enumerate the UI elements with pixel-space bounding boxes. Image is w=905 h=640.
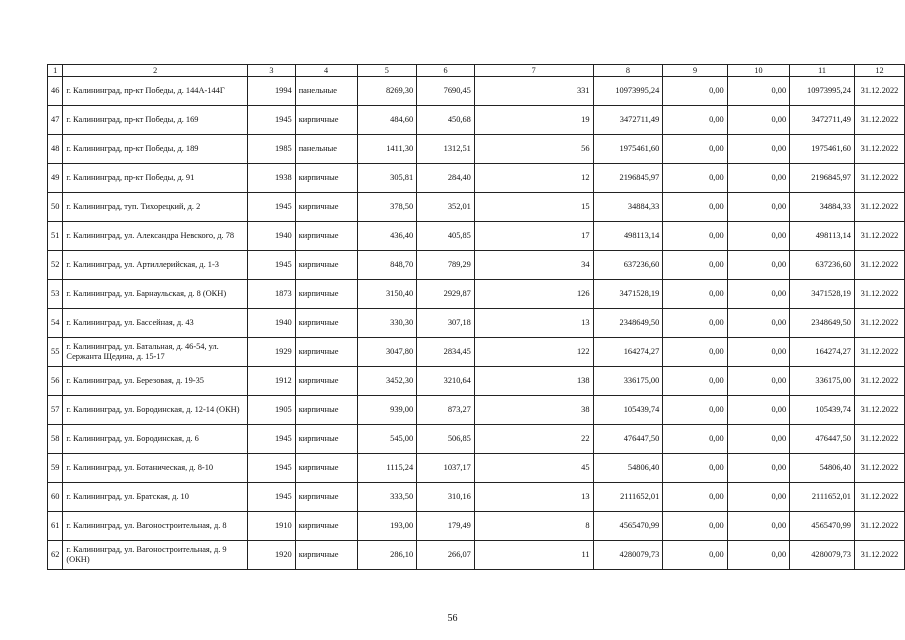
total-area-cell: 3150,40 xyxy=(357,280,417,309)
total-area-cell: 378,50 xyxy=(357,193,417,222)
column-11-cell: 336175,00 xyxy=(790,367,855,396)
table-row xyxy=(48,77,905,106)
column-11-cell: 164274,27 xyxy=(790,338,855,367)
living-area-cell: 2929,87 xyxy=(417,280,475,309)
address-cell: г. Калининград, ул. Бородинская, д. 6 xyxy=(63,425,248,454)
column-number-header-row xyxy=(48,65,905,77)
living-area-cell: 7690,45 xyxy=(417,77,475,106)
cost-cell: 637236,60 xyxy=(593,251,663,280)
wall-material-cell: кирпичные xyxy=(295,512,357,541)
address-cell: г. Калининград, пр-кт Победы, д. 91 xyxy=(63,164,248,193)
row-number-cell: 52 xyxy=(48,251,63,280)
row-number-cell: 50 xyxy=(48,193,63,222)
living-area-cell: 3210,64 xyxy=(417,367,475,396)
column-11-cell: 10973995,24 xyxy=(790,77,855,106)
date-cell: 31.12.2022 xyxy=(854,367,904,396)
total-area-cell: 333,50 xyxy=(357,483,417,512)
column-11-cell: 34884,33 xyxy=(790,193,855,222)
row-number-cell: 46 xyxy=(48,77,63,106)
living-area-cell: 789,29 xyxy=(417,251,475,280)
cost-cell: 336175,00 xyxy=(593,367,663,396)
residents-cell: 17 xyxy=(474,222,593,251)
column-10-cell: 0,00 xyxy=(727,77,789,106)
column-11-cell: 54806,40 xyxy=(790,454,855,483)
total-area-cell: 330,30 xyxy=(357,309,417,338)
table-row xyxy=(48,483,905,512)
year-cell: 1945 xyxy=(248,193,296,222)
date-cell: 31.12.2022 xyxy=(854,164,904,193)
cost-cell: 10973995,24 xyxy=(593,77,663,106)
row-number-cell: 59 xyxy=(48,454,63,483)
living-area-cell: 450,68 xyxy=(417,106,475,135)
date-cell: 31.12.2022 xyxy=(854,280,904,309)
year-cell: 1938 xyxy=(248,164,296,193)
address-cell: г. Калининград, ул. Батальная, д. 46-54, ул. Сержанта Щедина, д. 15-17 xyxy=(63,338,248,367)
year-cell: 1929 xyxy=(248,338,296,367)
table-row xyxy=(48,309,905,338)
column-11-cell: 4280079,73 xyxy=(790,541,855,570)
column-11-cell: 3472711,49 xyxy=(790,106,855,135)
address-cell: г. Калининград, ул. Барнаульская, д. 8 (ОКН) xyxy=(63,280,248,309)
column-11-cell: 476447,50 xyxy=(790,425,855,454)
total-area-cell: 286,10 xyxy=(357,541,417,570)
residents-cell: 13 xyxy=(474,309,593,338)
column-10-cell: 0,00 xyxy=(727,512,789,541)
living-area-cell: 1037,17 xyxy=(417,454,475,483)
year-cell: 1873 xyxy=(248,280,296,309)
cost-cell: 1975461,60 xyxy=(593,135,663,164)
table-row xyxy=(48,512,905,541)
year-cell: 1945 xyxy=(248,251,296,280)
cost-cell: 3472711,49 xyxy=(593,106,663,135)
table-row xyxy=(48,396,905,425)
wall-material-cell: панельные xyxy=(295,77,357,106)
year-cell: 1940 xyxy=(248,222,296,251)
cost-cell: 34884,33 xyxy=(593,193,663,222)
address-cell: г. Калининград, ул. Бородинская, д. 12-14 (ОКН) xyxy=(63,396,248,425)
total-area-cell: 305,81 xyxy=(357,164,417,193)
address-cell: г. Калининград, ул. Ботаническая, д. 8-10 xyxy=(63,454,248,483)
year-cell: 1920 xyxy=(248,541,296,570)
residents-cell: 126 xyxy=(474,280,593,309)
column-10-cell: 0,00 xyxy=(727,193,789,222)
header-cell-3: 3 xyxy=(248,65,296,77)
total-area-cell: 848,70 xyxy=(357,251,417,280)
residents-cell: 13 xyxy=(474,483,593,512)
column-9-cell: 0,00 xyxy=(663,483,727,512)
header-cell-2: 2 xyxy=(63,65,248,77)
living-area-cell: 352,01 xyxy=(417,193,475,222)
row-number-cell: 58 xyxy=(48,425,63,454)
cost-cell: 3471528,19 xyxy=(593,280,663,309)
address-cell: г. Калининград, ул. Вагоностроительная, д. 8 xyxy=(63,512,248,541)
column-9-cell: 0,00 xyxy=(663,193,727,222)
row-number-cell: 60 xyxy=(48,483,63,512)
column-9-cell: 0,00 xyxy=(663,309,727,338)
date-cell: 31.12.2022 xyxy=(854,309,904,338)
header-cell-4: 4 xyxy=(295,65,357,77)
wall-material-cell: кирпичные xyxy=(295,454,357,483)
table-row xyxy=(48,338,905,367)
column-9-cell: 0,00 xyxy=(663,454,727,483)
year-cell: 1945 xyxy=(248,483,296,512)
residents-cell: 15 xyxy=(474,193,593,222)
total-area-cell: 484,60 xyxy=(357,106,417,135)
table-body xyxy=(48,65,905,570)
column-9-cell: 0,00 xyxy=(663,251,727,280)
wall-material-cell: кирпичные xyxy=(295,338,357,367)
year-cell: 1985 xyxy=(248,135,296,164)
column-11-cell: 637236,60 xyxy=(790,251,855,280)
total-area-cell: 3047,80 xyxy=(357,338,417,367)
wall-material-cell: кирпичные xyxy=(295,164,357,193)
wall-material-cell: кирпичные xyxy=(295,280,357,309)
year-cell: 1945 xyxy=(248,106,296,135)
date-cell: 31.12.2022 xyxy=(854,222,904,251)
wall-material-cell: кирпичные xyxy=(295,309,357,338)
residents-cell: 8 xyxy=(474,512,593,541)
living-area-cell: 1312,51 xyxy=(417,135,475,164)
column-11-cell: 3471528,19 xyxy=(790,280,855,309)
total-area-cell: 193,00 xyxy=(357,512,417,541)
total-area-cell: 545,00 xyxy=(357,425,417,454)
column-10-cell: 0,00 xyxy=(727,541,789,570)
year-cell: 1994 xyxy=(248,77,296,106)
living-area-cell: 405,85 xyxy=(417,222,475,251)
row-number-cell: 54 xyxy=(48,309,63,338)
table-row xyxy=(48,367,905,396)
wall-material-cell: кирпичные xyxy=(295,193,357,222)
year-cell: 1940 xyxy=(248,309,296,338)
residents-cell: 11 xyxy=(474,541,593,570)
table-row xyxy=(48,135,905,164)
column-11-cell: 2111652,01 xyxy=(790,483,855,512)
address-cell: г. Калининград, ул. Бассейная, д. 43 xyxy=(63,309,248,338)
table-row xyxy=(48,454,905,483)
column-10-cell: 0,00 xyxy=(727,251,789,280)
date-cell: 31.12.2022 xyxy=(854,135,904,164)
year-cell: 1945 xyxy=(248,425,296,454)
column-9-cell: 0,00 xyxy=(663,135,727,164)
column-10-cell: 0,00 xyxy=(727,164,789,193)
date-cell: 31.12.2022 xyxy=(854,77,904,106)
row-number-cell: 61 xyxy=(48,512,63,541)
cost-cell: 2196845,97 xyxy=(593,164,663,193)
address-cell: г. Калининград, ул. Артиллерийская, д. 1-3 xyxy=(63,251,248,280)
date-cell: 31.12.2022 xyxy=(854,193,904,222)
wall-material-cell: кирпичные xyxy=(295,483,357,512)
row-number-cell: 53 xyxy=(48,280,63,309)
row-number-cell: 62 xyxy=(48,541,63,570)
header-cell-5: 5 xyxy=(357,65,417,77)
total-area-cell: 939,00 xyxy=(357,396,417,425)
header-cell-1: 1 xyxy=(48,65,63,77)
row-number-cell: 47 xyxy=(48,106,63,135)
column-9-cell: 0,00 xyxy=(663,541,727,570)
table-row xyxy=(48,425,905,454)
column-10-cell: 0,00 xyxy=(727,280,789,309)
living-area-cell: 266,07 xyxy=(417,541,475,570)
column-11-cell: 498113,14 xyxy=(790,222,855,251)
address-cell: г. Калининград, ул. Вагоностроительная, д. 9 (ОКН) xyxy=(63,541,248,570)
cost-cell: 164274,27 xyxy=(593,338,663,367)
column-11-cell: 2348649,50 xyxy=(790,309,855,338)
table-row xyxy=(48,193,905,222)
total-area-cell: 436,40 xyxy=(357,222,417,251)
residents-cell: 138 xyxy=(474,367,593,396)
column-9-cell: 0,00 xyxy=(663,77,727,106)
housing-table xyxy=(47,64,905,570)
wall-material-cell: кирпичные xyxy=(295,106,357,135)
residents-cell: 122 xyxy=(474,338,593,367)
column-10-cell: 0,00 xyxy=(727,135,789,164)
living-area-cell: 2834,45 xyxy=(417,338,475,367)
column-10-cell: 0,00 xyxy=(727,106,789,135)
row-number-cell: 56 xyxy=(48,367,63,396)
residents-cell: 12 xyxy=(474,164,593,193)
date-cell: 31.12.2022 xyxy=(854,396,904,425)
column-9-cell: 0,00 xyxy=(663,106,727,135)
column-11-cell: 1975461,60 xyxy=(790,135,855,164)
cost-cell: 4565470,99 xyxy=(593,512,663,541)
total-area-cell: 3452,30 xyxy=(357,367,417,396)
living-area-cell: 179,49 xyxy=(417,512,475,541)
cost-cell: 498113,14 xyxy=(593,222,663,251)
wall-material-cell: кирпичные xyxy=(295,367,357,396)
date-cell: 31.12.2022 xyxy=(854,425,904,454)
page-number: 56 xyxy=(447,613,458,624)
cost-cell: 105439,74 xyxy=(593,396,663,425)
cost-cell: 4280079,73 xyxy=(593,541,663,570)
wall-material-cell: кирпичные xyxy=(295,396,357,425)
address-cell: г. Калининград, ул. Березовая, д. 19-35 xyxy=(63,367,248,396)
column-9-cell: 0,00 xyxy=(663,512,727,541)
column-10-cell: 0,00 xyxy=(727,367,789,396)
row-number-cell: 57 xyxy=(48,396,63,425)
address-cell: г. Калининград, пр-кт Победы, д. 189 xyxy=(63,135,248,164)
wall-material-cell: кирпичные xyxy=(295,222,357,251)
residents-cell: 22 xyxy=(474,425,593,454)
column-11-cell: 2196845,97 xyxy=(790,164,855,193)
date-cell: 31.12.2022 xyxy=(854,454,904,483)
header-cell-11: 11 xyxy=(790,65,855,77)
year-cell: 1910 xyxy=(248,512,296,541)
living-area-cell: 310,16 xyxy=(417,483,475,512)
living-area-cell: 506,85 xyxy=(417,425,475,454)
column-9-cell: 0,00 xyxy=(663,280,727,309)
year-cell: 1912 xyxy=(248,367,296,396)
residents-cell: 34 xyxy=(474,251,593,280)
column-9-cell: 0,00 xyxy=(663,425,727,454)
row-number-cell: 55 xyxy=(48,338,63,367)
header-cell-8: 8 xyxy=(593,65,663,77)
address-cell: г. Калининград, ул. Александра Невского, д. 78 xyxy=(63,222,248,251)
wall-material-cell: кирпичные xyxy=(295,425,357,454)
year-cell: 1945 xyxy=(248,454,296,483)
header-cell-10: 10 xyxy=(727,65,789,77)
address-cell: г. Калининград, пр-кт Победы, д. 144А-144Г xyxy=(63,77,248,106)
column-9-cell: 0,00 xyxy=(663,338,727,367)
table-row xyxy=(48,251,905,280)
column-10-cell: 0,00 xyxy=(727,222,789,251)
table-row xyxy=(48,280,905,309)
table-row xyxy=(48,164,905,193)
table-row xyxy=(48,106,905,135)
column-9-cell: 0,00 xyxy=(663,396,727,425)
date-cell: 31.12.2022 xyxy=(854,512,904,541)
cost-cell: 476447,50 xyxy=(593,425,663,454)
header-cell-7: 7 xyxy=(474,65,593,77)
wall-material-cell: панельные xyxy=(295,135,357,164)
address-cell: г. Калининград, туп. Тихорецкий, д. 2 xyxy=(63,193,248,222)
header-cell-12: 12 xyxy=(854,65,904,77)
residents-cell: 38 xyxy=(474,396,593,425)
row-number-cell: 51 xyxy=(48,222,63,251)
residents-cell: 19 xyxy=(474,106,593,135)
living-area-cell: 307,18 xyxy=(417,309,475,338)
date-cell: 31.12.2022 xyxy=(854,338,904,367)
residents-cell: 45 xyxy=(474,454,593,483)
cost-cell: 2111652,01 xyxy=(593,483,663,512)
total-area-cell: 1411,30 xyxy=(357,135,417,164)
column-9-cell: 0,00 xyxy=(663,367,727,396)
column-9-cell: 0,00 xyxy=(663,222,727,251)
living-area-cell: 873,27 xyxy=(417,396,475,425)
date-cell: 31.12.2022 xyxy=(854,251,904,280)
address-cell: г. Калининград, ул. Братская, д. 10 xyxy=(63,483,248,512)
total-area-cell: 1115,24 xyxy=(357,454,417,483)
wall-material-cell: кирпичные xyxy=(295,541,357,570)
column-9-cell: 0,00 xyxy=(663,164,727,193)
header-cell-9: 9 xyxy=(663,65,727,77)
date-cell: 31.12.2022 xyxy=(854,483,904,512)
row-number-cell: 48 xyxy=(48,135,63,164)
column-11-cell: 4565470,99 xyxy=(790,512,855,541)
column-11-cell: 105439,74 xyxy=(790,396,855,425)
column-10-cell: 0,00 xyxy=(727,396,789,425)
column-10-cell: 0,00 xyxy=(727,454,789,483)
cost-cell: 2348649,50 xyxy=(593,309,663,338)
date-cell: 31.12.2022 xyxy=(854,106,904,135)
header-cell-6: 6 xyxy=(417,65,475,77)
year-cell: 1905 xyxy=(248,396,296,425)
column-10-cell: 0,00 xyxy=(727,338,789,367)
living-area-cell: 284,40 xyxy=(417,164,475,193)
wall-material-cell: кирпичные xyxy=(295,251,357,280)
table-row xyxy=(48,222,905,251)
table-row xyxy=(48,541,905,570)
column-10-cell: 0,00 xyxy=(727,483,789,512)
date-cell: 31.12.2022 xyxy=(854,541,904,570)
column-10-cell: 0,00 xyxy=(727,425,789,454)
residents-cell: 56 xyxy=(474,135,593,164)
residents-cell: 331 xyxy=(474,77,593,106)
total-area-cell: 8269,30 xyxy=(357,77,417,106)
cost-cell: 54806,40 xyxy=(593,454,663,483)
address-cell: г. Калининград, пр-кт Победы, д. 169 xyxy=(63,106,248,135)
column-10-cell: 0,00 xyxy=(727,309,789,338)
row-number-cell: 49 xyxy=(48,164,63,193)
